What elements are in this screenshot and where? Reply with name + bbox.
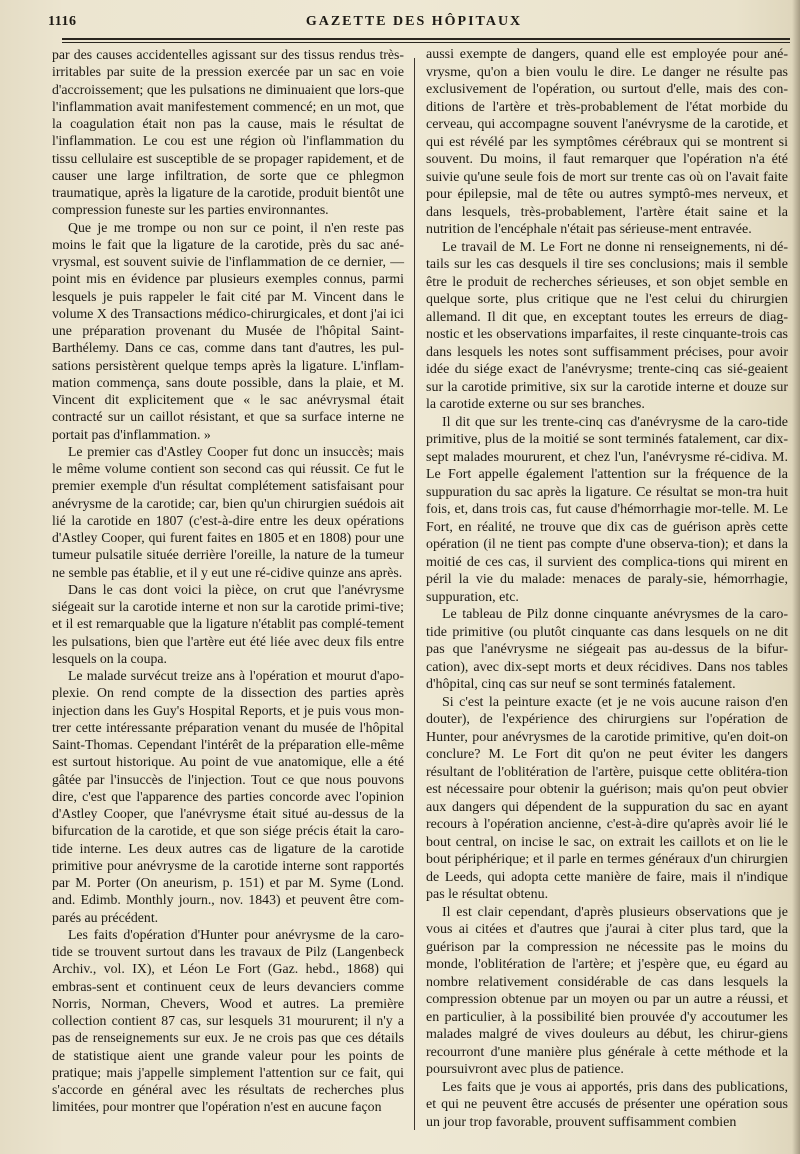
page-header — [48, 14, 780, 36]
paragraph: aussi exempte de dangers, quand elle est employée pour ané-vrysme, qu'on a bien voulu le dire. Le danger ne résulte pas exclusivement de l'opération, ou surtout d'elle, mais des con-ditions de l'artère et très-probablement de l'état morbide du cerveau, qui accompagne souvent l'anévrysme de la carotide, et qui est révélé par les symptômes cérébraux qui se montrent si souvent. Du moins, il faut remarquer que l'opération n'a été suivie qu'une seule fois de mort sur trente cas où on l'avait faite pour épilepsie, mal de tête ou autres symptô-mes nerveux, et dans lesquels, très-probablement, l'artère était saine et la nutrition de l'encéphale n'était pas sérieuse-ment entravée. — [426, 47, 788, 237]
paragraph: Il est clair cependant, d'après plusieurs observations que je vous ai citées et d'autres que j'aurai à citer plus tard, que la guérison par la compression ne nécessite pas le moins du monde, l'oblitération de l'artère; et j'espère que, eu égard au nombre relativement considérable de cas dans lesquels la compression obtenue par un moyen ou par un autre a réussi, et en particulier, à la possibilité bien prouvée d'y accoutumer les malades malgré de vives douleurs au début, les chirur-giens recourront d'une manière plus générale à cette méthode et la poursuivront avec plus de patience. — [426, 904, 788, 1077]
right-column — [426, 46, 788, 1136]
header-rule — [62, 38, 790, 43]
page-edge-shadow — [792, 0, 800, 1154]
paragraph: Les faits que je vous ai apportés, pris dans des publications, et qui ne peuvent être accusés de présenter une opération sous un jour trop favorable, prouvent suffisamment combien — [426, 1079, 788, 1130]
running-title: GAZETTE DES HÔPITAUX — [305, 14, 523, 29]
paragraph: Le tableau de Pilz donne cinquante anévrysmes de la caro-tide primitive (ou plutôt cinquante cas dans lesquels on ne dit pas que l'anévrysme ne siégeait pas au-dessus de la bifur-cation), avec dix-sept morts et deux récidives. Dans nos tables d'hôpital, cinq cas sur neuf se sont terminés fatalement. — [426, 607, 788, 692]
text-columns — [52, 46, 788, 1136]
paragraph: Les faits d'opération d'Hunter pour anévrysme de la caro-tide se trouvent surtout dans les travaux de Pilz (Langenbeck Archiv., vol. IX), et Léon Le Fort (Gaz. hebd., 1868) qui embras-sent et continuent ceux de leurs devanciers comme Norris, Norman, Chevers, Wood et autres. La première collection contient 87 cas, sur lesquels 31 moururent; il n'y a pas de renseignements sur eux. Je ne crois pas que ces détails de statistique aient une grande valeur pour les points de pratique; mais j'appelle simplement l'attention sur ce fait, qui s'accorde en général avec les résultats de recherches plus limitées, pour montrer que l'opération n'est en aucune façon — [52, 926, 404, 1115]
paragraph: Il dit que sur les trente-cinq cas d'anévrysme de la caro-tide primitive, plus de la moitié se sont terminés fatalement, car dix-sept malades moururent, et chez l'un, l'anévrysme ré-cidiva. M. Le Fort appelle également l'attention sur la fréquence de la suppuration du sac après la ligature. Ce résultat se mon-tra huit fois, et, dans trois cas, fut cause d'hémorrhagie mor-telle. M. Le Fort, en réalité, ne trouve que dix cas de guérison après cette opération (il ne tient pas compte d'une observa-tion); et dans la moitié de ces cas, il survient des complica-tions qui mirent en péril la vie du malade: menaces de paraly-sie, hémorrhagie, suppuration, etc. — [426, 414, 788, 605]
paragraph: Le premier cas d'Astley Cooper fut donc un insuccès; mais le même volume contient son second cas qui réussit. Ce fut le premier exemple d'un résultat complétement satisfaisant pour anévrysme de la carotide; car, bien qu'un chirurgien suédois ait lié la carotide en 1807 (c'est-à-dire entre les deux opérations d'Astley Cooper, qui furent faites en 1805 et en 1808) pour une tumeur pulsatile située derrière l'oreille, la nature de la tumeur ne semble pas établie, et il y eut une ré-cidive quinze ans après. — [52, 443, 404, 580]
paragraph: Si c'est la peinture exacte (et je ne vois aucune raison d'en douter), de l'expérience des chirurgiens sur l'opération de Hunter, pour anévrysmes de la carotide primitive, qu'en doit-on conclure? M. Le Fort dit qu'on ne peut éviter les dangers résultant de l'oblitération de l'artère, puisque cette oblitéra-tion est nécessaire pour obtenir la guérison; mais qu'on peut obvier aux dangers qui dépendent de la suppuration du sac en ayant recours à l'opération ancienne, c'est-à-dire qu'après avoir lié le bout central, on incise le sac, on extrait les caillots et on lie le bout périphérique; et il parle en termes généraux d'un chirurgien de Leeds, qui adopta cette manière de faire, mais il n'indique pas le résultat obtenu. — [426, 694, 788, 902]
paragraph: par des causes accidentelles agissant sur des tissus rendus très-irritables par suite de la pression exercée par un sac en voie d'accroissement; que les pulsations ne diminuaient que lors-que l'inflammation avait manifestement commencé; en un mot, que la coagulation était non pas la cause, mais le résultat de l'inflammation. Le cou est une région où l'inflammation du tissu cellulaire est susceptible de se propager rapidement, et de causer une large infiltration, de sorte que ce phlegmon traumatique, après la ligature de la carotide, produit bientôt une compression funeste sur les parties environnantes. — [52, 47, 404, 218]
paragraph: Dans le cas dont voici la pièce, on crut que l'anévrysme siégeait sur la carotide interne et non sur la carotide primi-tive; et il est remarquable que la ligature n'établit pas complé-tement les pulsations, bien que l'artère eut été liée avec deux fils entre lesquels on la coupa. — [52, 581, 404, 666]
column-divider — [414, 58, 415, 1130]
left-column — [52, 46, 404, 1136]
paragraph: Le travail de M. Le Fort ne donne ni renseignements, ni dé-tails sur les cas desquels il tire ses conclusions; mais il semble être le produit de recherches sérieuses, et son objet semble en quelque sorte, plus critique que ne l'est celui du chirurgien allemand. Il dit que, en exceptant toutes les erreurs de diag-nostic et les observations imparfaites, il reste cinquante-trois cas dans lesquels les notes sont suffisamment précises, pour avoir idée du siége exact de l'anévrysme; trente-cinq cas sié-geaient sur la carotide primitive, six sur la carotide interne et douze sur la carotide externe ou sur ses branches. — [426, 239, 788, 412]
page-number: 1116 — [48, 14, 77, 29]
paragraph: Le malade survécut treize ans à l'opération et mourut d'apo-plexie. On rend compte de la dissection des parties après injection dans les Guy's Hospital Reports, et je puis vous mon-trer cette intéressante préparation venant du musée de l'hôpital Saint-Thomas. Cependant l'intérêt de la préparation elle-même est surtout historique. Au point de vue anatomique, elle a été gâtée par l'insuccès de l'injection. Tout ce que nous pouvons dire, c'est que l'apparence des parties concorde avec l'opinion d'Astley Cooper, que l'anévrysme était situé au-dessus de la bifurcation de la carotide, et que son siége précis était la caro-tide interne. Les deux autres cas de ligature de la carotide primitive pour anévrysme de la carotide interne sont rapportés par M. Porter (On aneurism, p. 151) et par M. Syme (Lond. and. Edimb. Monthly journ., nov. 1843) et peuvent être com-parés au précédent. — [52, 668, 404, 925]
paragraph: Que je me trompe ou non sur ce point, il n'en reste pas moins le fait que la ligature de la carotide, près du sac ané-vrysmal, est souvent suivie de l'inflammation de ce dernier, — point mis en évidence par plusieurs exemples connus, parmi lesquels je puis rappeler le fait cité par M. Vincent dans le volume X des Transactions médico-chirurgicales, et dont j'ai ici une préparation provenant du Musée de l'hôpital Saint-Barthélemy. Dans ce cas, comme dans tant d'autres, les pul-sations persistèrent quelque temps après la ligature. L'inflam-mation commença, sans doute possible, dans la plaie, et M. Vincent dit explicitement que « le sac anévrysmal était contracté sur un caillot résistant, et que sa surface interne ne portait pas d'inflammation. » — [52, 219, 404, 442]
